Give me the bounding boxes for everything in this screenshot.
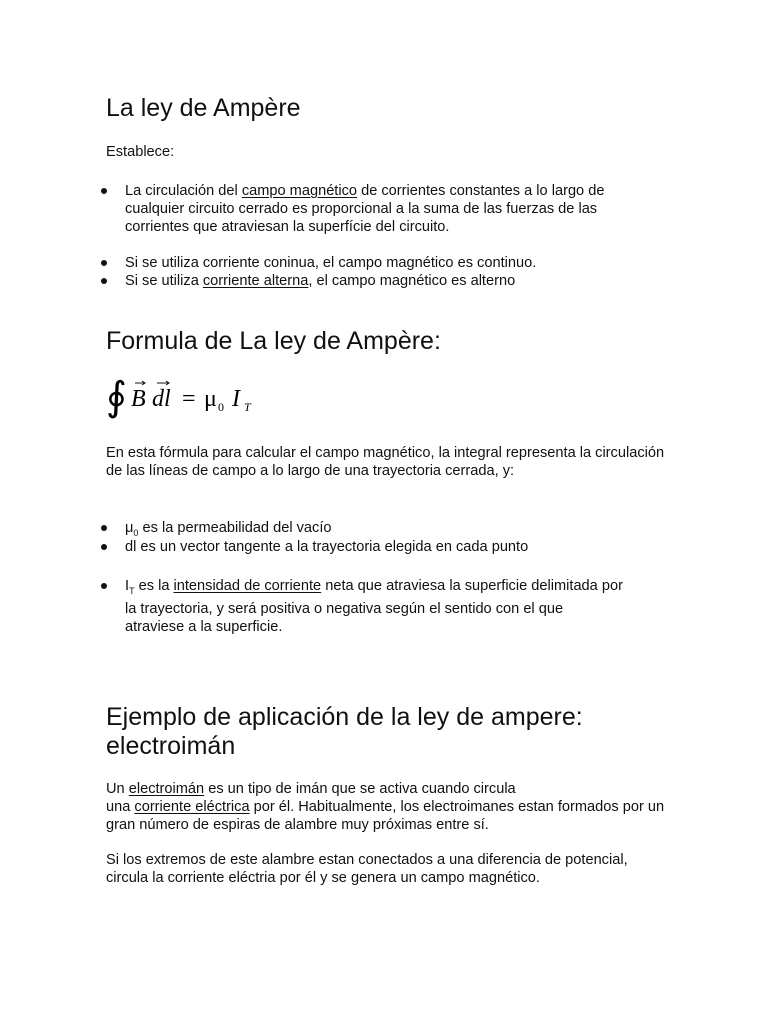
- list-item: [125, 272, 665, 290]
- bullet-marker: [101, 583, 107, 589]
- electroiman-link[interactable]: electroimán: [128, 781, 205, 797]
- bullet-marker: [101, 260, 107, 266]
- list-item: Si se utiliza corriente coninua, el campo magnético es continuo.: [125, 255, 537, 271]
- current-subscript: T: [129, 585, 135, 596]
- list-item-text: es la: [134, 578, 174, 594]
- intro-text: Establece:: [106, 144, 175, 160]
- bullet-marker: [101, 544, 107, 550]
- intensidad-de-corriente-link[interactable]: intensidad de corriente: [173, 578, 322, 594]
- paragraph-text: Un: [106, 781, 129, 797]
- formula-explanation: En esta fórmula para calcular el campo magnético, la integral representa la circulación de las líneas de campo a lo largo de una trayectoria cerrada, y:: [106, 445, 665, 479]
- corriente-electrica-link[interactable]: corriente eléctrica: [134, 799, 250, 815]
- example-paragraph-2: Si los extremos de este alambre estan conectados a una diferencia de potencial, circula la corriente eléctria por él y se genera un campo magnético.: [106, 852, 628, 886]
- paragraph-text: una: [106, 799, 135, 815]
- list-item-text: de corrientes constantes a lo largo de cualquier circuito cerrado es proporcional a la suma de las fuerzas de las corrientes que atraviesan la superfície del circuito.: [125, 183, 605, 235]
- formula-b: B: [131, 386, 146, 412]
- example-paragraph-1: [106, 780, 666, 834]
- list-item: dl es un vector tangente a la trayectoria elegida en cada punto: [125, 539, 529, 555]
- corriente-alterna-link[interactable]: corriente alterna: [202, 273, 309, 289]
- page-title: La ley de Ampère: [106, 94, 301, 122]
- list-item-text: , el campo magnético es alterno: [308, 273, 516, 289]
- formula-i-sub: T: [244, 400, 251, 414]
- bullet-marker: [101, 188, 107, 194]
- contour-integral-symbol: ∮: [106, 374, 127, 419]
- list-item-text: Si se utiliza: [125, 273, 203, 289]
- mu-symbol: μ: [125, 520, 134, 536]
- example-heading: [106, 703, 706, 761]
- formula-equals: =: [182, 386, 196, 412]
- current-symbol: I: [125, 578, 130, 594]
- example-heading-line1: Ejemplo de aplicación de la ley de ampere:: [106, 703, 583, 731]
- list-item-text: neta que atraviesa la superficie delimitada por la trayectoria, y será positiva o negativa según el sentido con el que atraviese a la superficie.: [125, 578, 623, 635]
- formula-i: I: [232, 386, 240, 412]
- paragraph-text: es un tipo de imán que se activa cuando circula: [204, 781, 516, 797]
- formula-heading: Formula de La ley de Ampère:: [106, 327, 441, 355]
- formula-graphic: [106, 372, 276, 424]
- bullet-marker: [101, 525, 107, 531]
- formula-mu: μ: [204, 386, 217, 412]
- list-item: [125, 577, 625, 636]
- formula-mu-sub: 0: [218, 400, 224, 414]
- list-item-text: La circulación del: [125, 183, 242, 199]
- paragraph-text: por él. Habitualmente, los electroimanes estan formados por un gran número de espiras de alambre muy próximas entre sí.: [106, 799, 665, 833]
- bullet-marker: [101, 278, 107, 284]
- list-item: [125, 182, 650, 236]
- formula-dl: dl: [152, 386, 171, 412]
- mu-subscript: 0: [133, 527, 139, 538]
- example-heading-line2: electroimán: [106, 732, 236, 760]
- ampere-formula: [106, 372, 276, 424]
- campo-magnetico-link[interactable]: campo magnético: [241, 183, 358, 199]
- list-item-text: es la permeabilidad del vacío: [138, 520, 332, 536]
